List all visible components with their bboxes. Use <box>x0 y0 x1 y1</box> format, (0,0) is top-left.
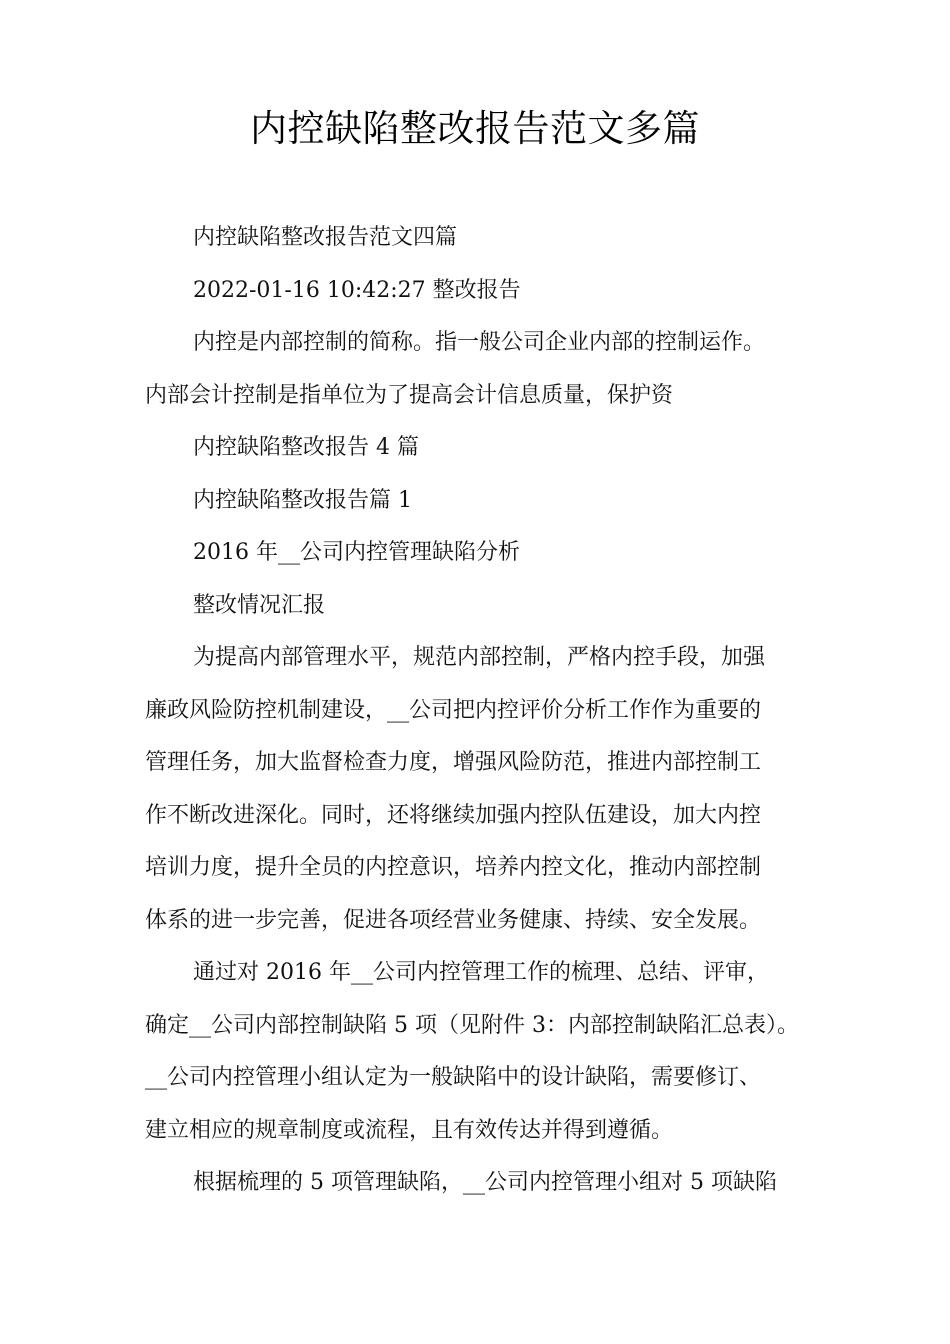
paragraph-line: 通过对 2016 年__公司内控管理工作的梳理、总结、评审， <box>193 960 769 985</box>
paragraph-line: 管理任务，加大监督检查力度，增强风险防范，推进内部控制工 <box>145 750 762 775</box>
paragraph-line: 体系的进一步完善，促进各项经营业务健康、持续、安全发展。 <box>145 907 762 933</box>
heading-line: 内控缺陷整改报告篇 1 <box>193 487 412 513</box>
heading-line: 整改情况汇报 <box>193 592 326 618</box>
paragraph-line: 作不断改进深化。同时，还将继续加强内控队伍建设，加大内控 <box>145 802 762 828</box>
document-body <box>145 212 815 1210</box>
heading-line: 2016 年__公司内控管理缺陷分析 <box>193 540 520 565</box>
date-line: 2022-01-16 10:42:27 整改报告 <box>193 277 521 303</box>
heading-line: 内控缺陷整改报告 4 篇 <box>193 435 419 460</box>
paragraph-line: __公司内控管理小组认定为一般缺陷中的设计缺陷，需要修订、 <box>145 1065 762 1090</box>
paragraph-line: 内控是内部控制的简称。指一般公司企业内部的控制运作。 <box>193 330 766 355</box>
paragraph-line: 内部会计控制是指单位为了提高会计信息质量，保护资 <box>145 382 674 408</box>
paragraph-line: 根据梳理的 5 项管理缺陷，__公司内控管理小组对 5 项缺陷 <box>193 1170 777 1195</box>
paragraph-line: 培训力度，提升全员的内控意识，培养内控文化，推动内部控制 <box>145 855 762 880</box>
subtitle-line: 内控缺陷整改报告范文四篇 <box>193 225 458 250</box>
document-title: 内控缺陷整改报告范文多篇 <box>250 107 700 150</box>
paragraph-line: 确定__公司内部控制缺陷 5 项（见附件 3：内部控制缺陷汇总表）。 <box>145 1012 799 1038</box>
paragraph-line: 建立相应的规章制度或流程，且有效传达并得到遵循。 <box>145 1117 674 1143</box>
paragraph-line: 为提高内部管理水平，规范内部控制，严格内控手段，加强 <box>193 645 766 670</box>
paragraph-line: 廉政风险防控机制建设，__公司把内控评价分析工作作为重要的 <box>145 697 762 723</box>
